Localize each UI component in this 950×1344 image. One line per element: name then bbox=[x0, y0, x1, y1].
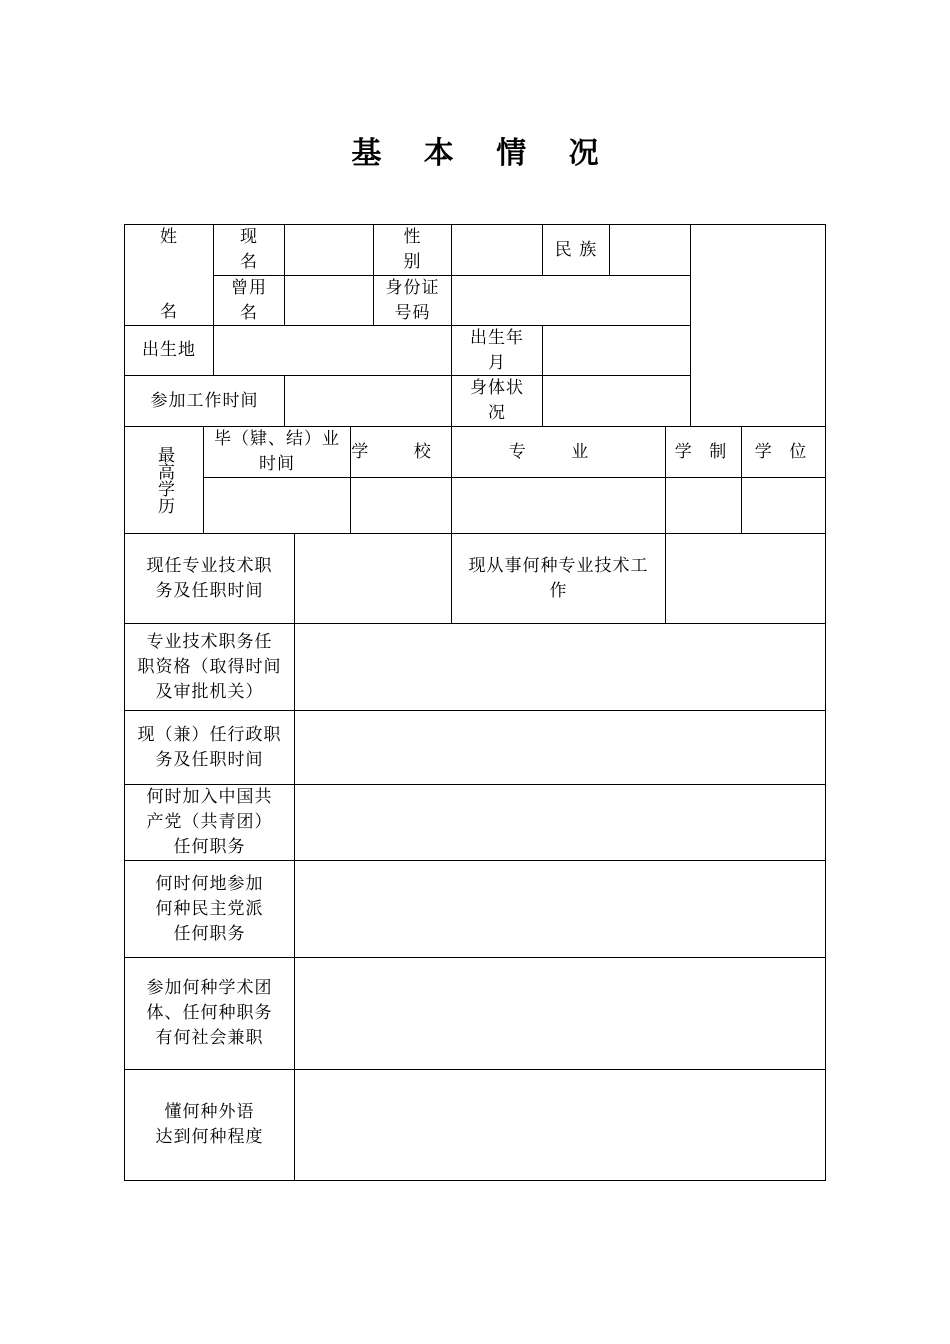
academic-field[interactable] bbox=[295, 958, 825, 1069]
label-birth-date: 出生年 月 bbox=[470, 327, 524, 373]
health-field[interactable] bbox=[543, 376, 690, 426]
label-health: 身体状 况 bbox=[470, 378, 524, 423]
label-school: 学 校 bbox=[351, 441, 451, 462]
label-birthplace: 出生地 bbox=[142, 340, 196, 360]
current-name-field[interactable] bbox=[285, 225, 373, 275]
label-work-start: 参加工作时间 bbox=[150, 390, 259, 411]
label-gender: 性 别 bbox=[403, 227, 422, 272]
label-ethnicity: 民 族 bbox=[554, 239, 598, 260]
label-admin-post: 现（兼）任行政职 务及任职时间 bbox=[137, 724, 282, 770]
current-work-field[interactable] bbox=[666, 534, 825, 623]
label-party: 何时加入中国共 产党（共青团） 任何职务 bbox=[146, 787, 273, 857]
id-number-field[interactable] bbox=[452, 276, 690, 325]
democratic-party-field[interactable] bbox=[295, 861, 825, 957]
label-democratic-party: 何时何地参加 何种民主党派 任何职务 bbox=[155, 873, 264, 944]
qualification-field[interactable] bbox=[295, 624, 825, 710]
label-former-name: 曾用 名 bbox=[231, 277, 267, 323]
major-field[interactable] bbox=[452, 478, 665, 533]
graduation-time-field[interactable] bbox=[204, 478, 350, 533]
label-language: 懂何种外语 达到何种程度 bbox=[155, 1102, 264, 1147]
label-education: 最高学历 bbox=[154, 446, 174, 514]
school-field[interactable] bbox=[351, 478, 451, 533]
label-id-number: 身份证 号码 bbox=[385, 277, 440, 323]
duration-field[interactable] bbox=[666, 478, 741, 533]
label-current-title: 现任专业技术职 务及任职时间 bbox=[146, 555, 273, 601]
label-degree: 学 位 bbox=[754, 441, 813, 462]
gender-field[interactable] bbox=[452, 225, 542, 275]
language-field[interactable] bbox=[295, 1070, 825, 1180]
former-name-field[interactable] bbox=[285, 276, 373, 325]
table-border-right bbox=[825, 224, 826, 1181]
admin-post-field[interactable] bbox=[295, 711, 825, 784]
party-field[interactable] bbox=[295, 785, 825, 860]
label-graduation-time: 毕（肄、结）业 时间 bbox=[214, 429, 340, 474]
label-academic: 参加何种学术团 体、任何种职务 有何社会兼职 bbox=[146, 978, 273, 1048]
label-qualification: 专业技术职务任 职资格（取得时间 及审批机关） bbox=[137, 631, 282, 702]
current-title-field[interactable] bbox=[295, 534, 451, 623]
table-border-bottom bbox=[124, 1180, 826, 1181]
photo-box[interactable] bbox=[691, 225, 825, 426]
label-current-name: 现 名 bbox=[240, 227, 258, 272]
birthplace-field[interactable] bbox=[214, 326, 451, 375]
label-current-work: 现从事何种专业技术工 作 bbox=[468, 555, 649, 601]
label-name: 姓 名 bbox=[160, 227, 178, 322]
page-title: 基 本 情 况 bbox=[351, 136, 615, 171]
birth-date-field[interactable] bbox=[543, 326, 690, 375]
work-start-field[interactable] bbox=[285, 376, 451, 426]
label-major: 专 业 bbox=[508, 441, 609, 462]
degree-field[interactable] bbox=[742, 478, 825, 533]
ethnicity-field[interactable] bbox=[610, 225, 690, 275]
label-duration: 学 制 bbox=[674, 441, 733, 462]
